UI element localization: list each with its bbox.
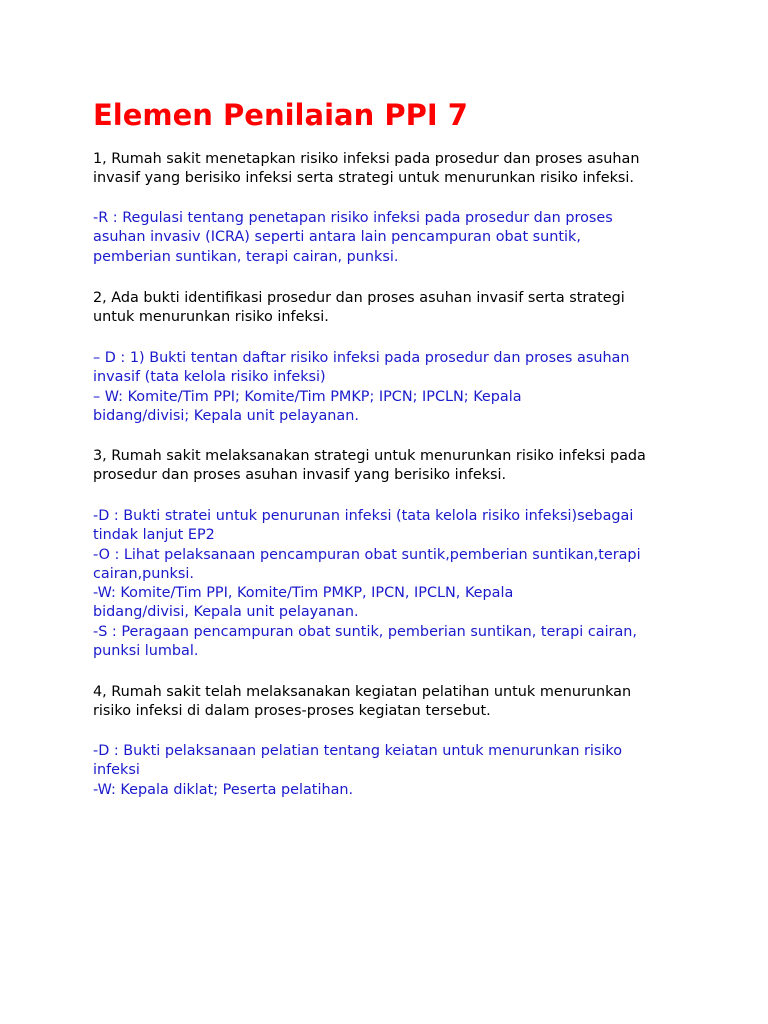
text-line: pemberian suntikan, terapi cairan, punksi. bbox=[93, 248, 399, 265]
text-line: bidang/divisi; Kepala unit pelayanan. bbox=[93, 407, 359, 424]
criterion-1-text bbox=[93, 150, 639, 189]
criterion-3-text bbox=[93, 447, 646, 486]
text-line: -O : Lihat pelaksanaan pencampuran obat suntik,pemberian suntikan,terapi bbox=[93, 546, 641, 563]
text-line: tindak lanjut EP2 bbox=[93, 527, 215, 544]
criterion-3-evidence bbox=[93, 507, 641, 661]
text-line: – D : 1) Bukti tentan daftar risiko infeksi pada prosedur dan proses asuhan bbox=[93, 350, 630, 366]
text-line: 3, Rumah sakit melaksanakan strategi untuk menurunkan risiko infeksi pada bbox=[93, 448, 646, 464]
text-line: risiko infeksi di dalam proses-proses kegiatan tersebut. bbox=[93, 703, 491, 720]
text-line: – W: Komite/Tim PPI; Komite/Tim PMKP; IPCN; IPCLN; Kepala bbox=[93, 388, 522, 405]
text-line: untuk menurunkan risiko infeksi. bbox=[93, 309, 329, 326]
text-line: invasif (tata kelola risiko infeksi) bbox=[93, 369, 326, 386]
criterion-4-text bbox=[93, 683, 631, 722]
text-line: prosedur dan proses asuhan invasif yang berisiko infeksi. bbox=[93, 467, 507, 484]
text-line: bidang/divisi, Kepala unit pelayanan. bbox=[93, 604, 359, 621]
text-line: 4, Rumah sakit telah melaksanakan kegiatan pelatihan untuk menurunkan bbox=[93, 684, 632, 700]
criterion-4-evidence bbox=[93, 742, 622, 800]
text-line: -D : Bukti pelaksanaan pelatian tentang keiatan untuk menurunkan risiko bbox=[93, 743, 623, 759]
text-line: asuhan invasiv (ICRA) seperti antara lain pencampuran obat suntik, bbox=[93, 229, 581, 246]
text-line: -S : Peragaan pencampuran obat suntik, pemberian suntikan, terapi cairan, bbox=[93, 623, 637, 640]
text-line: -W: Kepala diklat; Peserta pelatihan. bbox=[93, 781, 354, 798]
text-line: 1, Rumah sakit menetapkan risiko infeksi pada prosedur dan proses asuhan bbox=[93, 151, 640, 167]
criterion-2-text bbox=[93, 289, 625, 328]
text-line: 2, Ada bukti identifikasi prosedur dan proses asuhan invasif serta strategi bbox=[93, 290, 625, 306]
text-line: -W: Komite/Tim PPI, Komite/Tim PMKP, IPCN, IPCLN, Kepala bbox=[93, 585, 514, 602]
text-line: cairan,punksi. bbox=[93, 565, 194, 582]
text-line: infeksi bbox=[93, 762, 140, 779]
criterion-1-evidence bbox=[93, 209, 613, 267]
text-line: punksi lumbal. bbox=[93, 643, 199, 660]
text-line: -R : Regulasi tentang penetapan risiko infeksi pada prosedur dan proses bbox=[93, 210, 613, 226]
text-line: invasif yang berisiko infeksi serta strategi untuk menurunkan risiko infeksi. bbox=[93, 170, 635, 187]
criterion-2-evidence bbox=[93, 349, 630, 426]
text-line: -D : Bukti stratei untuk penurunan infeksi (tata kelola risiko infeksi)sebagai bbox=[93, 508, 634, 524]
document-title: Elemen Penilaian PPI 7 bbox=[93, 98, 468, 132]
